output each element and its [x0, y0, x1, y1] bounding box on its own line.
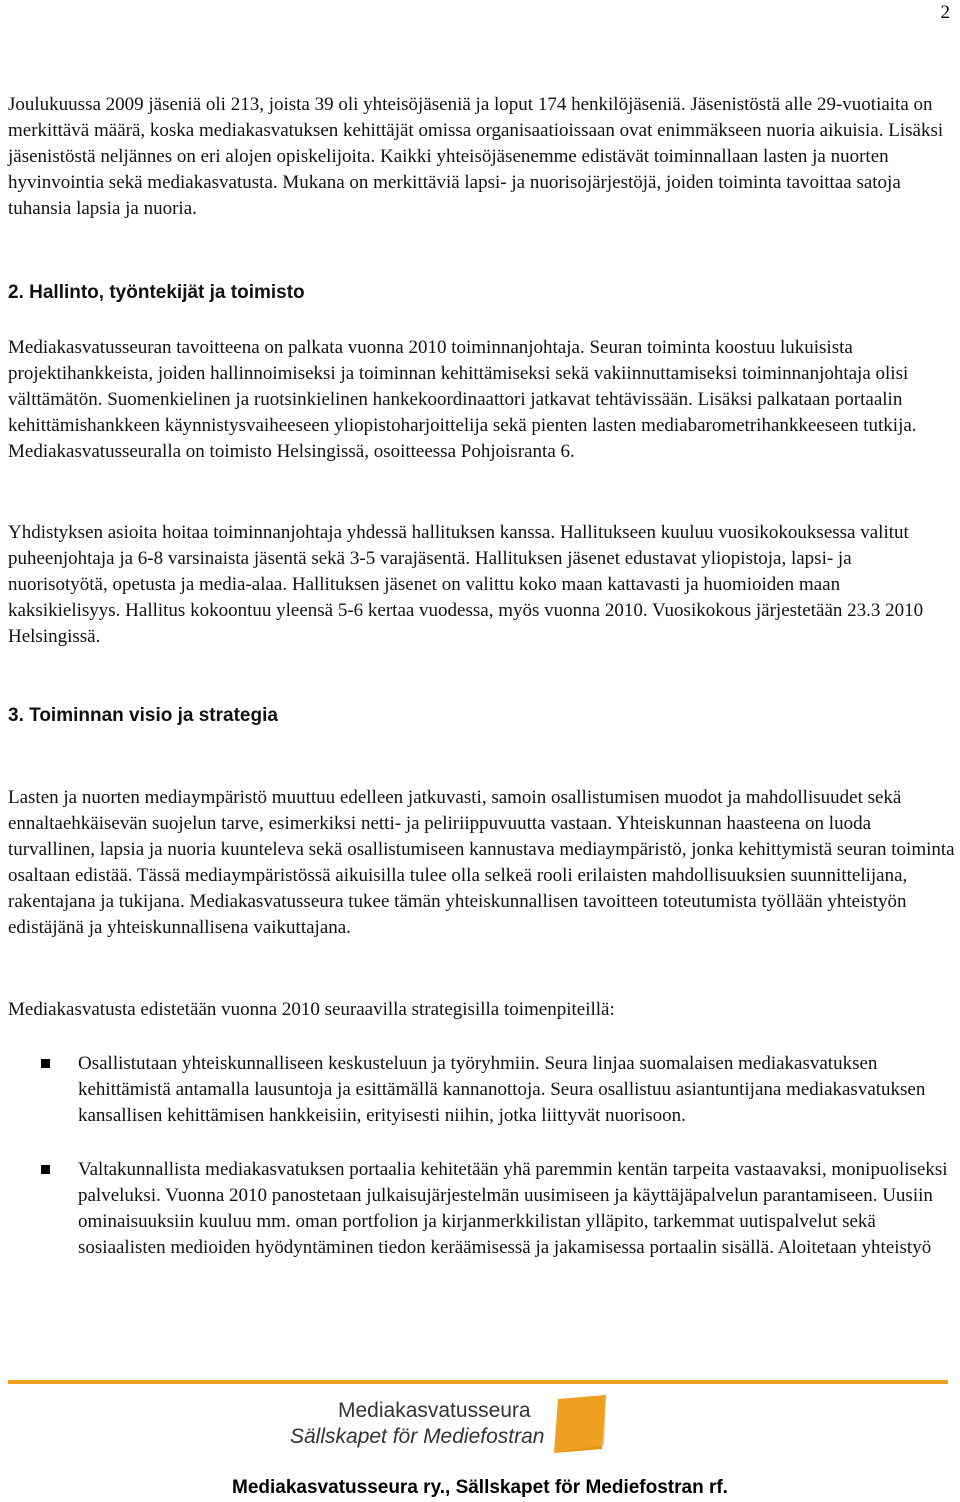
page-number: 2	[940, 2, 950, 23]
logo-square-icon	[552, 1395, 608, 1453]
paragraph-board: Yhdistyksen asioita hoitaa toiminnanjohtaja yhdessä hallituksen kanssa. Hallitukseen kuuluu vuosikokouksessa valitut puheenjohtaja ja 6-8 varsinaista jäsentä sekä 3-5 varajäsentä. Hallituksen jäsenet edustavat yliopistoja, lapsi- ja nuorisotyötä, opetusta ja media-alaa. Hallituksen jäsenet on valittu koko maan kattavasti ja huomioiden maan kaksikielisyys. Hallitus kokoontuu yleensä 5-6 kertaa vuodessa, myös vuonna 2010. Vuosikokous järjestetään 23.3 2010 Helsingissä.	[8, 522, 924, 647]
square-bullet-icon	[41, 1165, 50, 1174]
paragraph-strategy-intro: Mediakasvatusta edistetään vuonna 2010 seuraavilla strategisilla toimenpiteillä:	[8, 999, 615, 1020]
paragraph-membership: Joulukuussa 2009 jäseniä oli 213, joista 39 oli yhteisöjäseniä ja loput 174 henkilöjäseniä. Jäsenistöstä alle 29-vuotiaita on merkittävä määrä, koska mediakasvatuksen kehittäjät omissa organisaatioissaan ovat enimmäkseen nuoria aikuisia. Lisäksi jäsenistöstä neljännes on eri alojen opiskelijoita. Kaikki yhteisöjäsenemme edistävät toiminnallaan lasten ja nuorten hyvinvointia sekä mediakasvatusta. Mukana on merkittäviä lapsi- ja nuorisojärjestöjä, joiden toiminta tavoittaa satoja tuhansia lapsia ja nuoria.	[8, 94, 944, 219]
strategy-list	[8, 1051, 956, 1261]
list-item-text: Valtakunnallista mediakasvatuksen portaalia kehitetään yhä paremmin kentän tarpeita vastaavaksi, monipuoliseksi palveluksi. Vuonna 2010 panostetaan julkaisujärjestelmän uusimiseen ja käyttäjäpalvelun parantamiseen. Uusiin ominaisuuksiin kuuluu mm. oman portfolion ja kirjanmerkkilistan ylläpito, tarkemmat uutispalvelut sekä sosiaalisten medioiden hyödyntäminen tiedon keräämisessä ja jakamisessa portaalin sisällä. Aloitetaan yhteistyö	[78, 1159, 948, 1258]
paragraph-administration: Mediakasvatusseuran tavoitteena on palkata vuonna 2010 toiminnanjohtaja. Seuran toiminta koostuu lukuisista projektihankkeista, joiden hallinnoimiseksi ja toiminnan kehittämiseksi sekä vakiinnuttamiseksi toiminnanjohtaja olisi välttämätön. Suomenkielinen ja ruotsinkielinen hankekoordinaattori jatkavat tehtävissään. Lisäksi palkataan portaalin kehittämishankkeen käynnistysvaiheeseen yliopistoharjoittelija sekä pienten lasten mediabarometrihankkeeseen tutkija. Mediakasvatusseuralla on toimisto Helsingissä, osoitteessa Pohjoisranta 6.	[8, 337, 917, 462]
list-item-text: Osallistutaan yhteiskunnalliseen keskusteluun ja työryhmiin. Seura linjaa suomalaisen mediakasvatuksen kehittämistä antamalla lausuntoja ja esittämällä kannanottoja. Seura osallistuu asiantuntijana mediakasvatuksen kansallisen kehittämisen hankkeisiin, erityisesti niihin, jotka liittyvät nuorisoon.	[78, 1053, 926, 1126]
logo-title: Mediakasvatusseura	[338, 1399, 531, 1422]
list-item	[8, 1051, 956, 1129]
paragraph-vision: Lasten ja nuorten mediaympäristö muuttuu edelleen jatkuvasti, samoin osallistumisen muodot ja mahdollisuudet sekä ennaltaehkäisevän suojelun tarve, esimerkiksi netti- ja peliriippuvuutta vastaan. Yhteiskunnan haasteena on luoda turvallinen, lapsia ja nuoria kuunteleva sekä osallistumiseen kannustava mediaympäristö, jonka kehittymistä seuran toiminta osaltaan edistää. Tässä mediaympäristössä aikuisilla tulee olla selkeä rooli erilaisten mahdollisuuksien suunnittelijana, rakentajana ja tukijana. Mediakasvatusseura tukee tämän yhteiskunnallisen tavoitteen toteutumista työllään yhteistyön edistäjänä ja yhteiskunnallisena vaikuttajana.	[8, 787, 955, 938]
logo-subtitle: Sällskapet för Mediefostran	[290, 1425, 545, 1448]
square-bullet-icon	[41, 1059, 50, 1068]
section-heading-3: 3. Toiminnan visio ja strategia	[8, 705, 278, 726]
footer-organization-name: Mediakasvatusseura ry., Sällskapet för Mediefostran rf.	[232, 1477, 728, 1498]
list-item	[8, 1157, 956, 1261]
section-heading-2: 2. Hallinto, työntekijät ja toimisto	[8, 282, 305, 303]
organization-logo	[290, 1395, 620, 1455]
footer-divider	[8, 1380, 948, 1384]
